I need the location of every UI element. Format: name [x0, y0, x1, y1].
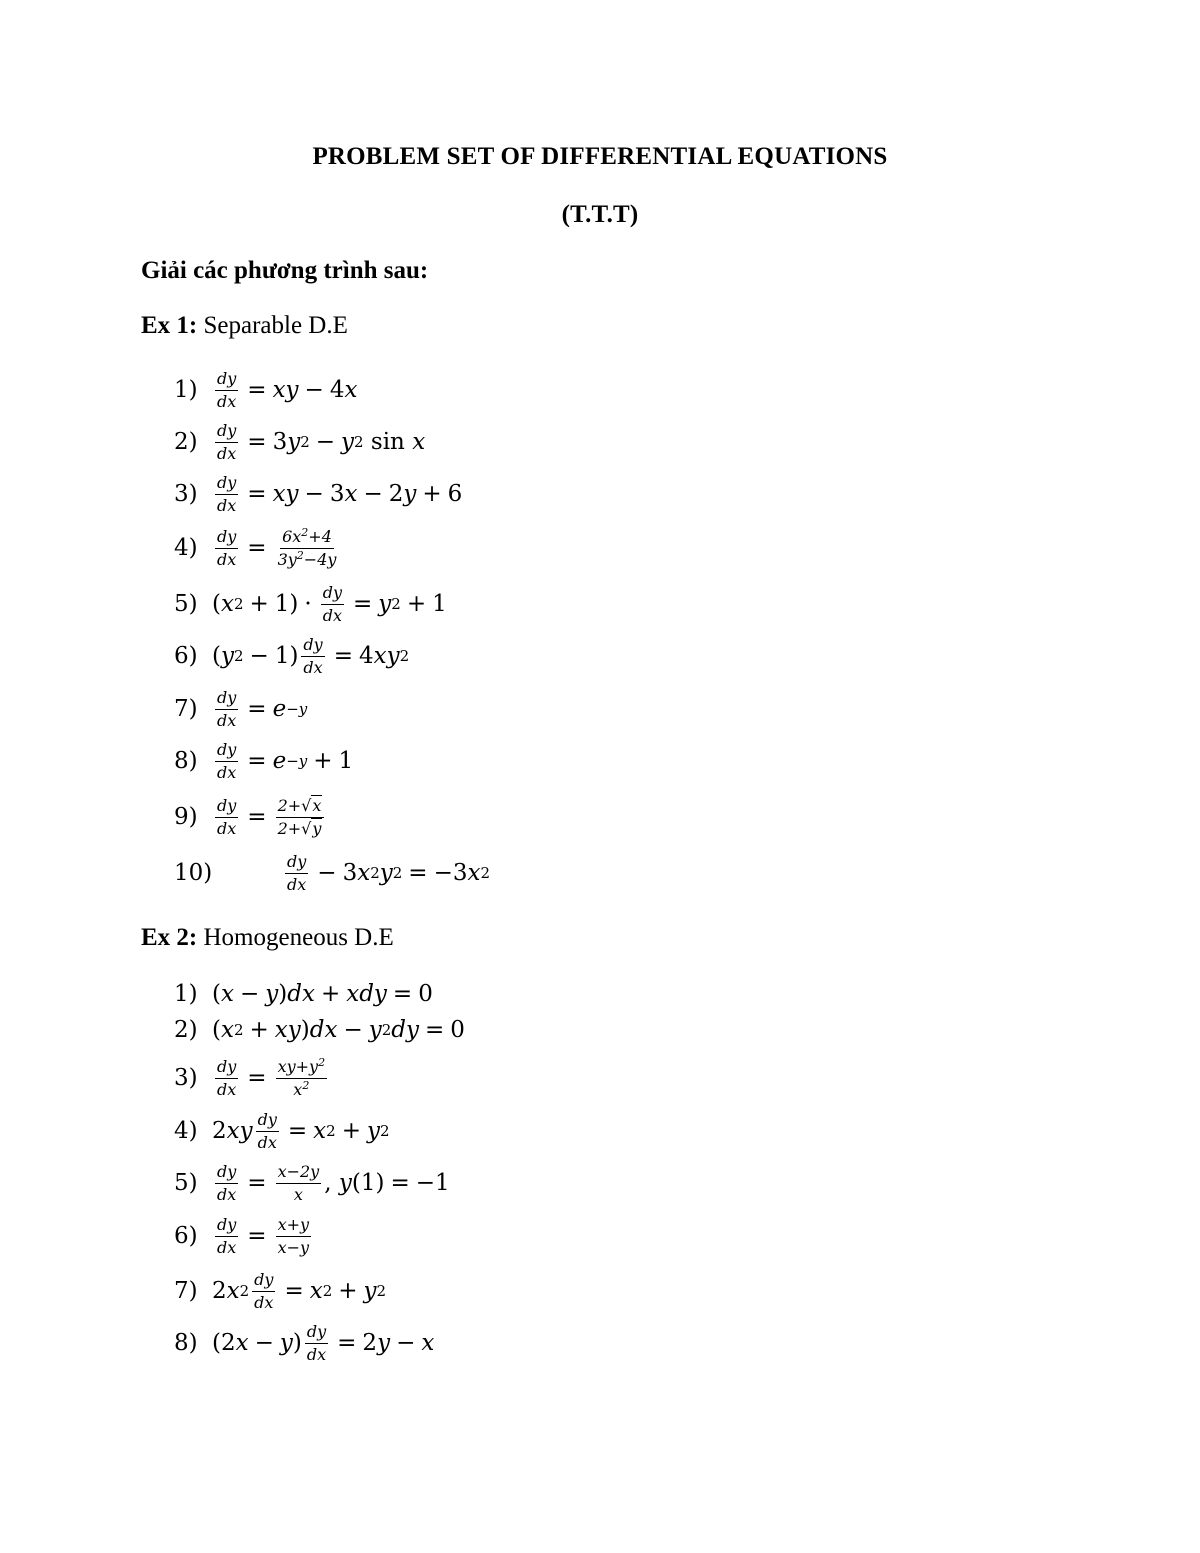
ex1-problem-7: 7) $\frac{dy}{dx}$ = e −y: [174, 687, 308, 730]
ex2-problem-5: 5) $\frac{dy}{dx}$ = $\frac{x-2y}{x}$ , y (1) = −1: [174, 1161, 450, 1204]
ex1-label: Ex 1:: [141, 312, 198, 339]
ex1-name: Separable D.E: [203, 312, 348, 339]
ex1-problem-9: 9) $\frac{dy}{dx}$ = $\frac{2+√x}{2+√y}$: [174, 791, 327, 843]
ex2-problem-1: 1) ( x − y ) dx + xdy = 0: [174, 981, 433, 1007]
ex2-problem-4: 4) 2 xy $\frac{dy}{dx}$ = x 2 + y 2: [174, 1109, 390, 1152]
ex1-problem-3: 3) $\frac{dy}{dx}$ = xy − 3 x − 2 y + 6: [174, 472, 463, 515]
ex1-problem-5: 5) ( x 2 + 1) · $\frac{dy}{dx}$ = y 2 + 1: [174, 582, 447, 625]
ex1-problem-6: 6) ( y 2 − 1) $\frac{dy}{dx}$ = 4 xy 2: [174, 634, 410, 677]
ex2-name: Homogeneous D.E: [203, 924, 394, 951]
ex2-heading: [141, 924, 394, 952]
ex1-problem-8: 8) $\frac{dy}{dx}$ = e −y + 1: [174, 739, 354, 782]
ex1-heading: [141, 312, 348, 340]
ex1-problem-2: 2) $\frac{dy}{dx}$ = 3 y 2 − y 2 sin x: [174, 420, 426, 463]
page-title: PROBLEM SET OF DIFFERENTIAL EQUATIONS: [312, 143, 888, 170]
ex2-problem-6: 6) $\frac{dy}{dx}$ = $\frac{x+y}{x-y}$: [174, 1214, 310, 1257]
ex2-problem-7: 7) 2 x 2 $\frac{dy}{dx}$ = x 2 + y 2: [174, 1269, 387, 1312]
instruction: Giải các phương trình sau:: [141, 257, 429, 284]
ex1-problem-10: 10) $\frac{dy}{dx}$ − 3 x 2 y 2 = −3 x 2: [174, 851, 490, 894]
ex2-problem-3: 3) $\frac{dy}{dx}$ = $\frac{xy+y^2}{x^2}$: [174, 1055, 326, 1099]
ex2-problem-2: 2) ( x 2 + xy ) dx − y 2 dy = 0: [174, 1017, 465, 1043]
ex1-problem-4: 4) $\frac{dy}{dx}$ = $\frac{6x^2+4}{3y^2-4y}$: [174, 525, 337, 569]
page-subtitle: (T.T.T): [561, 201, 639, 228]
ex2-label: Ex 2:: [141, 924, 198, 951]
ex1-problem-1: 1) $\frac{dy}{dx}$ = xy − 4 x: [174, 368, 358, 411]
ex2-problem-8: 8) (2 x − y ) $\frac{dy}{dx}$ = 2 y − x: [174, 1321, 435, 1364]
